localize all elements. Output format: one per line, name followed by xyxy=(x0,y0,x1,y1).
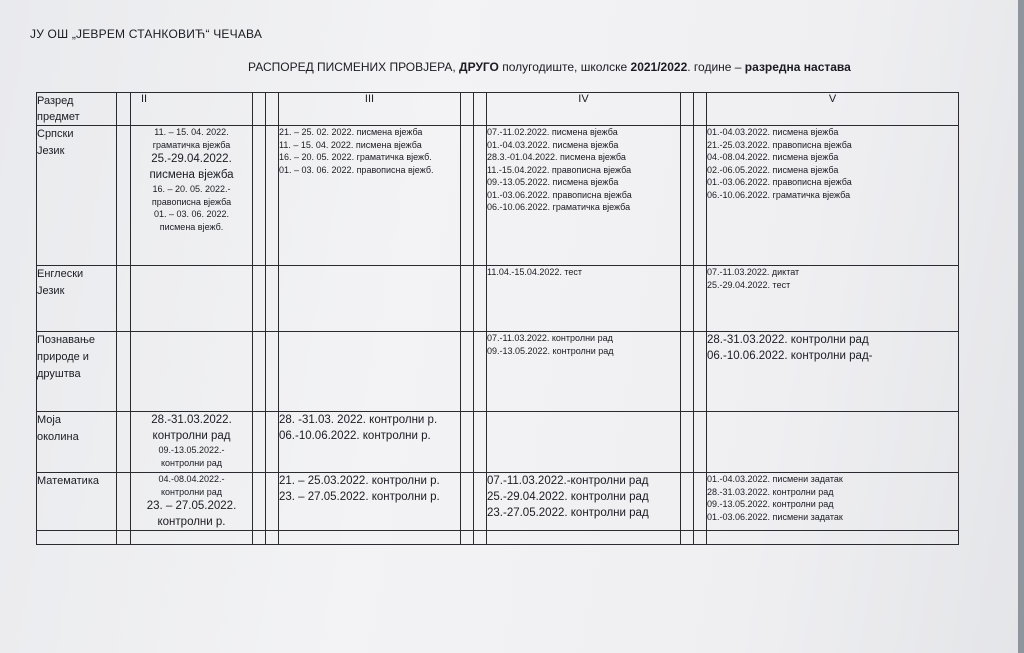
schedule-cell-IV xyxy=(487,266,681,332)
schedule-entry: 01.-03.06.2022. правописна вјежба xyxy=(487,189,632,200)
schedule-entry: граматичка вјежба xyxy=(152,139,231,150)
subject-cell xyxy=(37,266,117,332)
schedule-entry: 21.-25.03.2022. правописна вјежба xyxy=(707,139,852,150)
subject-cell xyxy=(37,126,117,266)
schedule-entry: 06.-10.06.2022. граматичка вјежба xyxy=(707,189,851,200)
schedule-cell-II xyxy=(131,412,253,473)
schedule-cell-II xyxy=(131,473,253,531)
subject-cell xyxy=(37,473,117,531)
schedule-entry: 23. – 27.05.2022. контролни р. xyxy=(279,491,440,503)
schedule-entry: контролни рад xyxy=(161,457,222,468)
schedule-entry: правописна вјежба xyxy=(151,196,232,207)
schedule-entry: 07.-11.02.2022. писмена вјежба xyxy=(487,127,618,137)
schedule-cell-III xyxy=(279,473,461,531)
schedule-entry: контролни рад xyxy=(161,486,222,497)
schedule-entry: 09.-13.05.2022.- xyxy=(158,445,225,455)
schedule-entry: 09.-13.05.2022. контролни рад xyxy=(487,345,614,356)
subject-label: околина xyxy=(37,431,79,443)
schedule-entry: 11.04.-15.04.2022. тест xyxy=(487,267,583,277)
schedule-entry: 04.-08.04.2022. писмена вјежба xyxy=(707,152,839,162)
subject-label: Језик xyxy=(37,145,65,157)
schedule-cell-V xyxy=(707,126,959,266)
title-class-type: разредна настава xyxy=(744,60,851,74)
schedule-entry: писмена вјежб. xyxy=(159,221,224,232)
schedule-entry: 23.-27.05.2022. контролни рад xyxy=(487,507,649,519)
subject-cell xyxy=(37,332,117,412)
header-corner-cell xyxy=(37,93,117,126)
schedule-entry: 11.-15.04.2022. правописна вјежба xyxy=(487,164,632,175)
schedule-table xyxy=(36,92,959,545)
schedule-entry: 28.3.-01.04.2022. писмена вјежба xyxy=(487,152,626,162)
subject-label: Српски xyxy=(37,128,74,140)
schedule-entry: 01.-04.03.2022. писмена вјежба xyxy=(487,139,619,150)
table-row xyxy=(37,473,959,531)
title-year: 2021/2022 xyxy=(630,60,688,74)
schedule-entry: 01.-03.06.2022. правописна вјежба xyxy=(707,177,852,187)
schedule-entry: 28. -31.03. 2022. контролни р. xyxy=(279,414,438,426)
schedule-entry: 28.-31.03.2022. xyxy=(151,414,232,426)
document-title xyxy=(248,60,851,74)
schedule-entry: 23. – 27.05.2022. xyxy=(146,500,237,512)
grade-header-II: II xyxy=(131,93,253,126)
schedule-entry: 11. – 15. 04. 2022. xyxy=(154,127,229,137)
schedule-entry: контролни рад xyxy=(152,430,231,442)
title-part2: полугодиште, школске xyxy=(498,60,631,74)
schedule-entry: 28.-31.03.2022. контролни рад xyxy=(707,334,869,346)
schedule-cell-III xyxy=(279,412,461,473)
subject-label: Енглески xyxy=(37,268,84,280)
subject-label: природе и xyxy=(37,351,89,363)
schedule-entry: 09.-13.05.2022. писмена вјежба xyxy=(487,177,619,187)
schedule-cell-II xyxy=(131,266,253,332)
schedule-cell-IV xyxy=(487,126,681,266)
schedule-entry: 11. – 15. 04. 2022. писмена вјежба xyxy=(279,139,422,150)
schedule-cell-IV xyxy=(487,332,681,412)
schedule-cell-II xyxy=(131,126,253,266)
schedule-entry: писмена вјежба xyxy=(149,169,234,181)
schedule-cell-III xyxy=(279,332,461,412)
subject-label: Познавање xyxy=(37,334,96,346)
schedule-entry: 06.-10.06.2022. контролни р. xyxy=(279,430,431,442)
subject-cell xyxy=(37,412,117,473)
header-row xyxy=(37,93,959,126)
schedule-entry: 16. – 20. 05. 2022. граматичка вјежб. xyxy=(279,152,432,162)
schedule-entry: 25.-29.04.2022. xyxy=(151,153,232,165)
schedule-entry: 02.-06.05.2022. писмена вјежба xyxy=(707,164,839,175)
schedule-cell-V xyxy=(707,332,959,412)
schedule-cell-II xyxy=(131,332,253,412)
schedule-entry: 01.-04.03.2022. писмени задатак xyxy=(707,474,843,484)
subject-label: Језик xyxy=(37,285,65,297)
schedule-cell-V xyxy=(707,412,959,473)
grade-header-III: III xyxy=(279,93,461,126)
schedule-entry: 07.-11.03.2022.-контролни рад xyxy=(487,475,649,487)
schedule-entry: 01.-04.03.2022. писмена вјежба xyxy=(707,127,839,137)
schedule-entry: 06.-10.06.2022. граматичка вјежба xyxy=(487,202,631,212)
schedule-entry: 28.-31.03.2022. контролни рад xyxy=(707,486,834,497)
schedule-entry: 01. – 03. 06. 2022. xyxy=(153,209,230,219)
schedule-entry: 07.-11.03.2022. диктат xyxy=(707,267,800,277)
title-part1: РАСПОРЕД ПИСМЕНИХ ПРОВЈЕРА, xyxy=(248,60,456,74)
subject-label: Математика xyxy=(37,475,99,487)
schedule-entry: 09.-13.05.2022. контролни рад xyxy=(707,499,834,509)
header-grade-label: Разред xyxy=(37,95,74,107)
schedule-entry: 01.-03.06.2022. писмени задатак xyxy=(707,511,843,522)
schedule-entry: 01. – 03. 06. 2022. правописна вјежб. xyxy=(279,164,434,175)
subject-label: друштва xyxy=(37,368,81,380)
table-row xyxy=(37,412,959,473)
schedule-cell-IV xyxy=(487,473,681,531)
schedule-entry: 04.-08.04.2022.- xyxy=(158,474,225,484)
table-row xyxy=(37,126,959,266)
schedule-entry: 21. – 25.03.2022. контролни р. xyxy=(279,475,440,487)
schedule-cell-IV xyxy=(487,412,681,473)
schedule-cell-V xyxy=(707,266,959,332)
schedule-entry: 25.-29.04.2022. контролни рад xyxy=(487,491,649,503)
schedule-cell-III xyxy=(279,266,461,332)
schedule-entry: 21. – 25. 02. 2022. писмена вјежба xyxy=(279,127,423,137)
grade-header-IV: IV xyxy=(487,93,681,126)
schedule-entry: 25.-29.04.2022. тест xyxy=(707,279,791,290)
schedule-entry: 16. – 20. 05. 2022.- xyxy=(152,184,231,194)
school-name: ЈУ ОШ „ЈЕВРЕМ СТАНКОВИЋ“ ЧЕЧАВА xyxy=(30,27,263,41)
schedule-cell-V xyxy=(707,473,959,531)
table-row xyxy=(37,266,959,332)
table-row xyxy=(37,332,959,412)
table-row-empty xyxy=(37,531,959,545)
grade-header-V: V xyxy=(707,93,959,126)
schedule-entry: 07.-11.03.2022. контролни рад xyxy=(487,333,613,343)
schedule-entry: контролни р. xyxy=(157,516,226,528)
schedule-entry: 06.-10.06.2022. контролни рад- xyxy=(707,350,873,362)
subject-label: Моја xyxy=(37,414,61,426)
title-semester: ДРУГО xyxy=(459,60,499,74)
header-subject-label: предмет xyxy=(37,111,80,123)
schedule-cell-III xyxy=(279,126,461,266)
title-part3: . године – xyxy=(687,60,745,74)
